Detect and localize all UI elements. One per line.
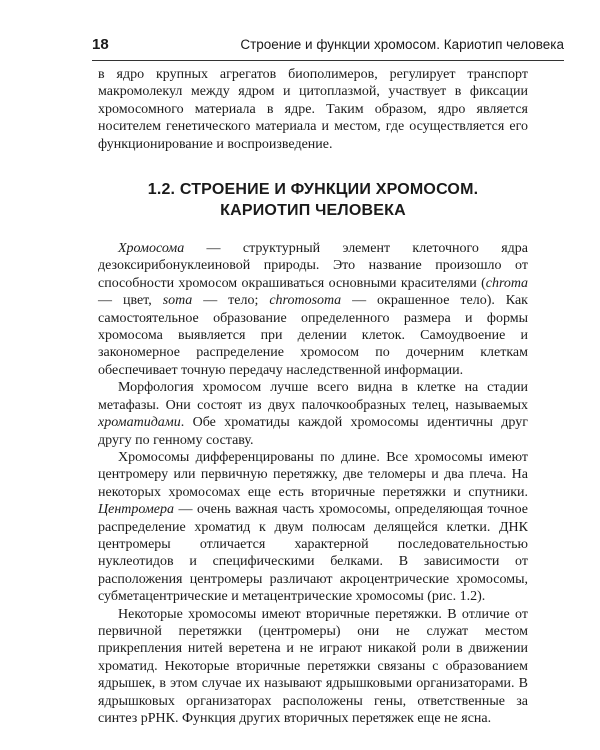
term-centromere: Центромера: [98, 502, 174, 518]
text-segment: Хромосомы дифференцированы по длине. Все хромосомы имеют центромеру или первичную перетяжку, две теломеры и два плеча. На некоторых хромосомах еще есть вторичные перетяжки и спутники.: [98, 449, 528, 500]
header-divider: [92, 60, 564, 61]
page-header: [92, 36, 564, 53]
term-soma: soma: [162, 293, 193, 309]
text-segment: — очень важная часть хромосомы, определяющая точное распределение хроматид к двум полюсам делящейся клетки. ДНК центромеры отличается характерной последовательностью нуклеотидов и специфическими белками. В зависимости от расположения центромеры различают акроцентрические хромосомы, субметацентрические и метацентрические хромосомы (рис. 1.2).: [98, 502, 528, 605]
page-number: 18: [92, 36, 109, 53]
paragraph-centromere: [98, 449, 528, 606]
section-heading-line-2: КАРИОТИП ЧЕЛОВЕКА: [220, 202, 406, 220]
running-title: Строение и функции хромосом. Кариотип человека: [240, 37, 564, 52]
page-body: [98, 66, 528, 727]
text-segment: Морфология хромосом лучше всего видна в клетке на стадии метафазы. Они состоят из двух палочкообразных телец, называемых: [98, 380, 528, 413]
text-segment: — структурный элемент клеточного ядра дезоксирибонуклеиновой природы. Это название произошло от способности хромосом окрашиваться основными красителями (: [98, 241, 528, 291]
text-segment: — тело;: [192, 293, 270, 309]
term-chromosoma: chromosoma: [269, 293, 342, 309]
section-heading: [98, 179, 528, 221]
term-chromosome: Хромосома: [118, 241, 185, 257]
intro-paragraph: в ядро крупных агрегатов биополимеров, регулирует транспорт макромолекул между ядром и цитоплазмой, участвует в фиксации хромосомного материала в ядре. Таким образом, ядро является носителем генетического материала и местом, где осуществляется его функционирование и воспроизведение.: [98, 67, 528, 152]
paragraph-secondary-constrictions: Некоторые хромосомы имеют вторичные перетяжки. В отличие от первичной перетяжки (центромеры) они не служат местом прикрепления нитей веретена и не играют никакой роли в движении хроматид. Некоторые вторичные перетяжки связаны с образованием ядрышек, в этом случае их называют ядрышковыми организаторами. В ядрышковых организаторах расположены гены, ответственные за синтез рРНК. Функция других вторичных перетяжек еще не ясна.: [98, 606, 528, 726]
text-segment: . Обе хроматиды каждой хромосомы идентичны друг другу по генному составу.: [98, 415, 528, 448]
term-chromatids: хроматидами: [98, 415, 181, 431]
paragraph-chromosome-definition: [98, 240, 528, 379]
section-heading-line-1: 1.2. СТРОЕНИЕ И ФУНКЦИИ ХРОМОСОМ.: [147, 181, 479, 199]
text-segment: — цвет,: [98, 293, 163, 309]
text-segment: — окрашенное тело). Как самостоятельное образование определенного размера и формы хромосома выявляется при делении клеток. Самоудвоение и закономерное распределение хромосом по дочерним клеткам обеспечивает точную передачу наследственной информации.: [98, 293, 528, 378]
paragraph-morphology: [98, 379, 528, 449]
term-chroma: chroma: [485, 275, 528, 291]
